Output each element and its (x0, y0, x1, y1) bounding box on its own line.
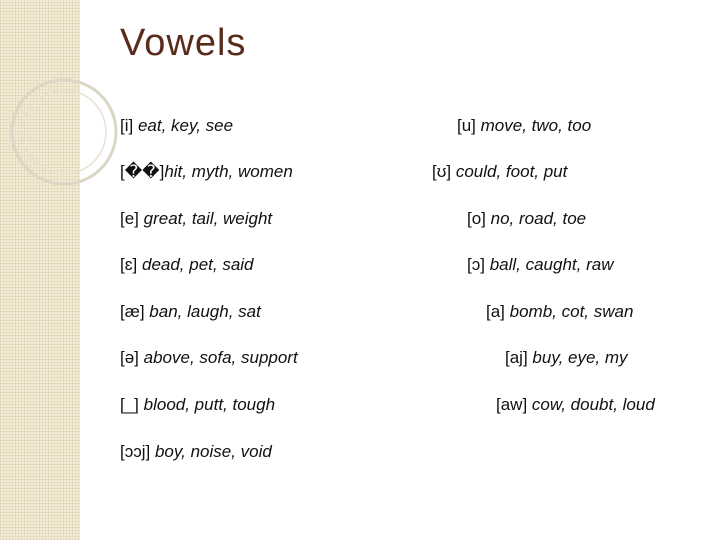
vowel-row-left-6 (120, 348, 298, 368)
example-words: blood, putt, tough (143, 395, 276, 414)
ipa-symbol: [_] (120, 395, 139, 414)
ipa-symbol: [æ] (120, 302, 145, 321)
vowel-row-left-4 (120, 255, 254, 275)
vowel-row-right-7 (496, 395, 655, 415)
vowel-row-left-1 (120, 116, 233, 136)
vowel-row-right-5 (486, 302, 633, 322)
example-words: move, two, too (480, 116, 592, 135)
example-words: could, foot, put (455, 162, 568, 181)
ipa-symbol: [u] (457, 116, 476, 135)
ipa-symbol: [aw] (496, 395, 528, 414)
example-words: cow, doubt, loud (531, 395, 655, 414)
ipa-symbol: [aj] (505, 348, 528, 367)
vowel-row-left-8 (120, 442, 272, 462)
example-words: great, tail, weight (143, 209, 273, 228)
vowel-row-left-2 (120, 162, 293, 182)
vowel-row-right-2 (432, 162, 567, 182)
ipa-symbol: [i] (120, 116, 134, 135)
example-words: no, road, toe (490, 209, 587, 228)
example-words: boy, noise, void (154, 442, 272, 461)
slide-title: Vowels (120, 22, 247, 64)
ipa-symbol: [ə] (120, 348, 139, 367)
ipa-symbol: [ɛ] (120, 255, 138, 274)
example-words: ban, laugh, sat (149, 302, 261, 321)
ipa-symbol: [ʊ] (432, 162, 452, 181)
ipa-symbol: [��] (120, 162, 165, 181)
example-words: ball, caught, raw (489, 255, 614, 274)
vowel-row-left-3 (120, 209, 272, 229)
vowel-row-right-3 (467, 209, 586, 229)
vowel-row-left-7 (120, 395, 275, 415)
example-words: bomb, cot, swan (509, 302, 634, 321)
ipa-symbol: [a] (486, 302, 505, 321)
vowel-row-right-4 (467, 255, 613, 275)
example-words: dead, pet, said (141, 255, 254, 274)
example-words: hit, myth, women (164, 162, 293, 181)
ipa-symbol: [e] (120, 209, 139, 228)
vowel-row-right-1 (457, 116, 591, 136)
vowel-row-left-5 (120, 302, 261, 322)
example-words: above, sofa, support (143, 348, 298, 367)
vowel-row-right-6 (505, 348, 628, 368)
ipa-symbol: [o] (467, 209, 486, 228)
ipa-symbol: [ɔɔj] (120, 442, 151, 461)
ipa-symbol: [ɔ] (467, 255, 485, 274)
example-words: eat, key, see (137, 116, 234, 135)
example-words: buy, eye, my (532, 348, 628, 367)
